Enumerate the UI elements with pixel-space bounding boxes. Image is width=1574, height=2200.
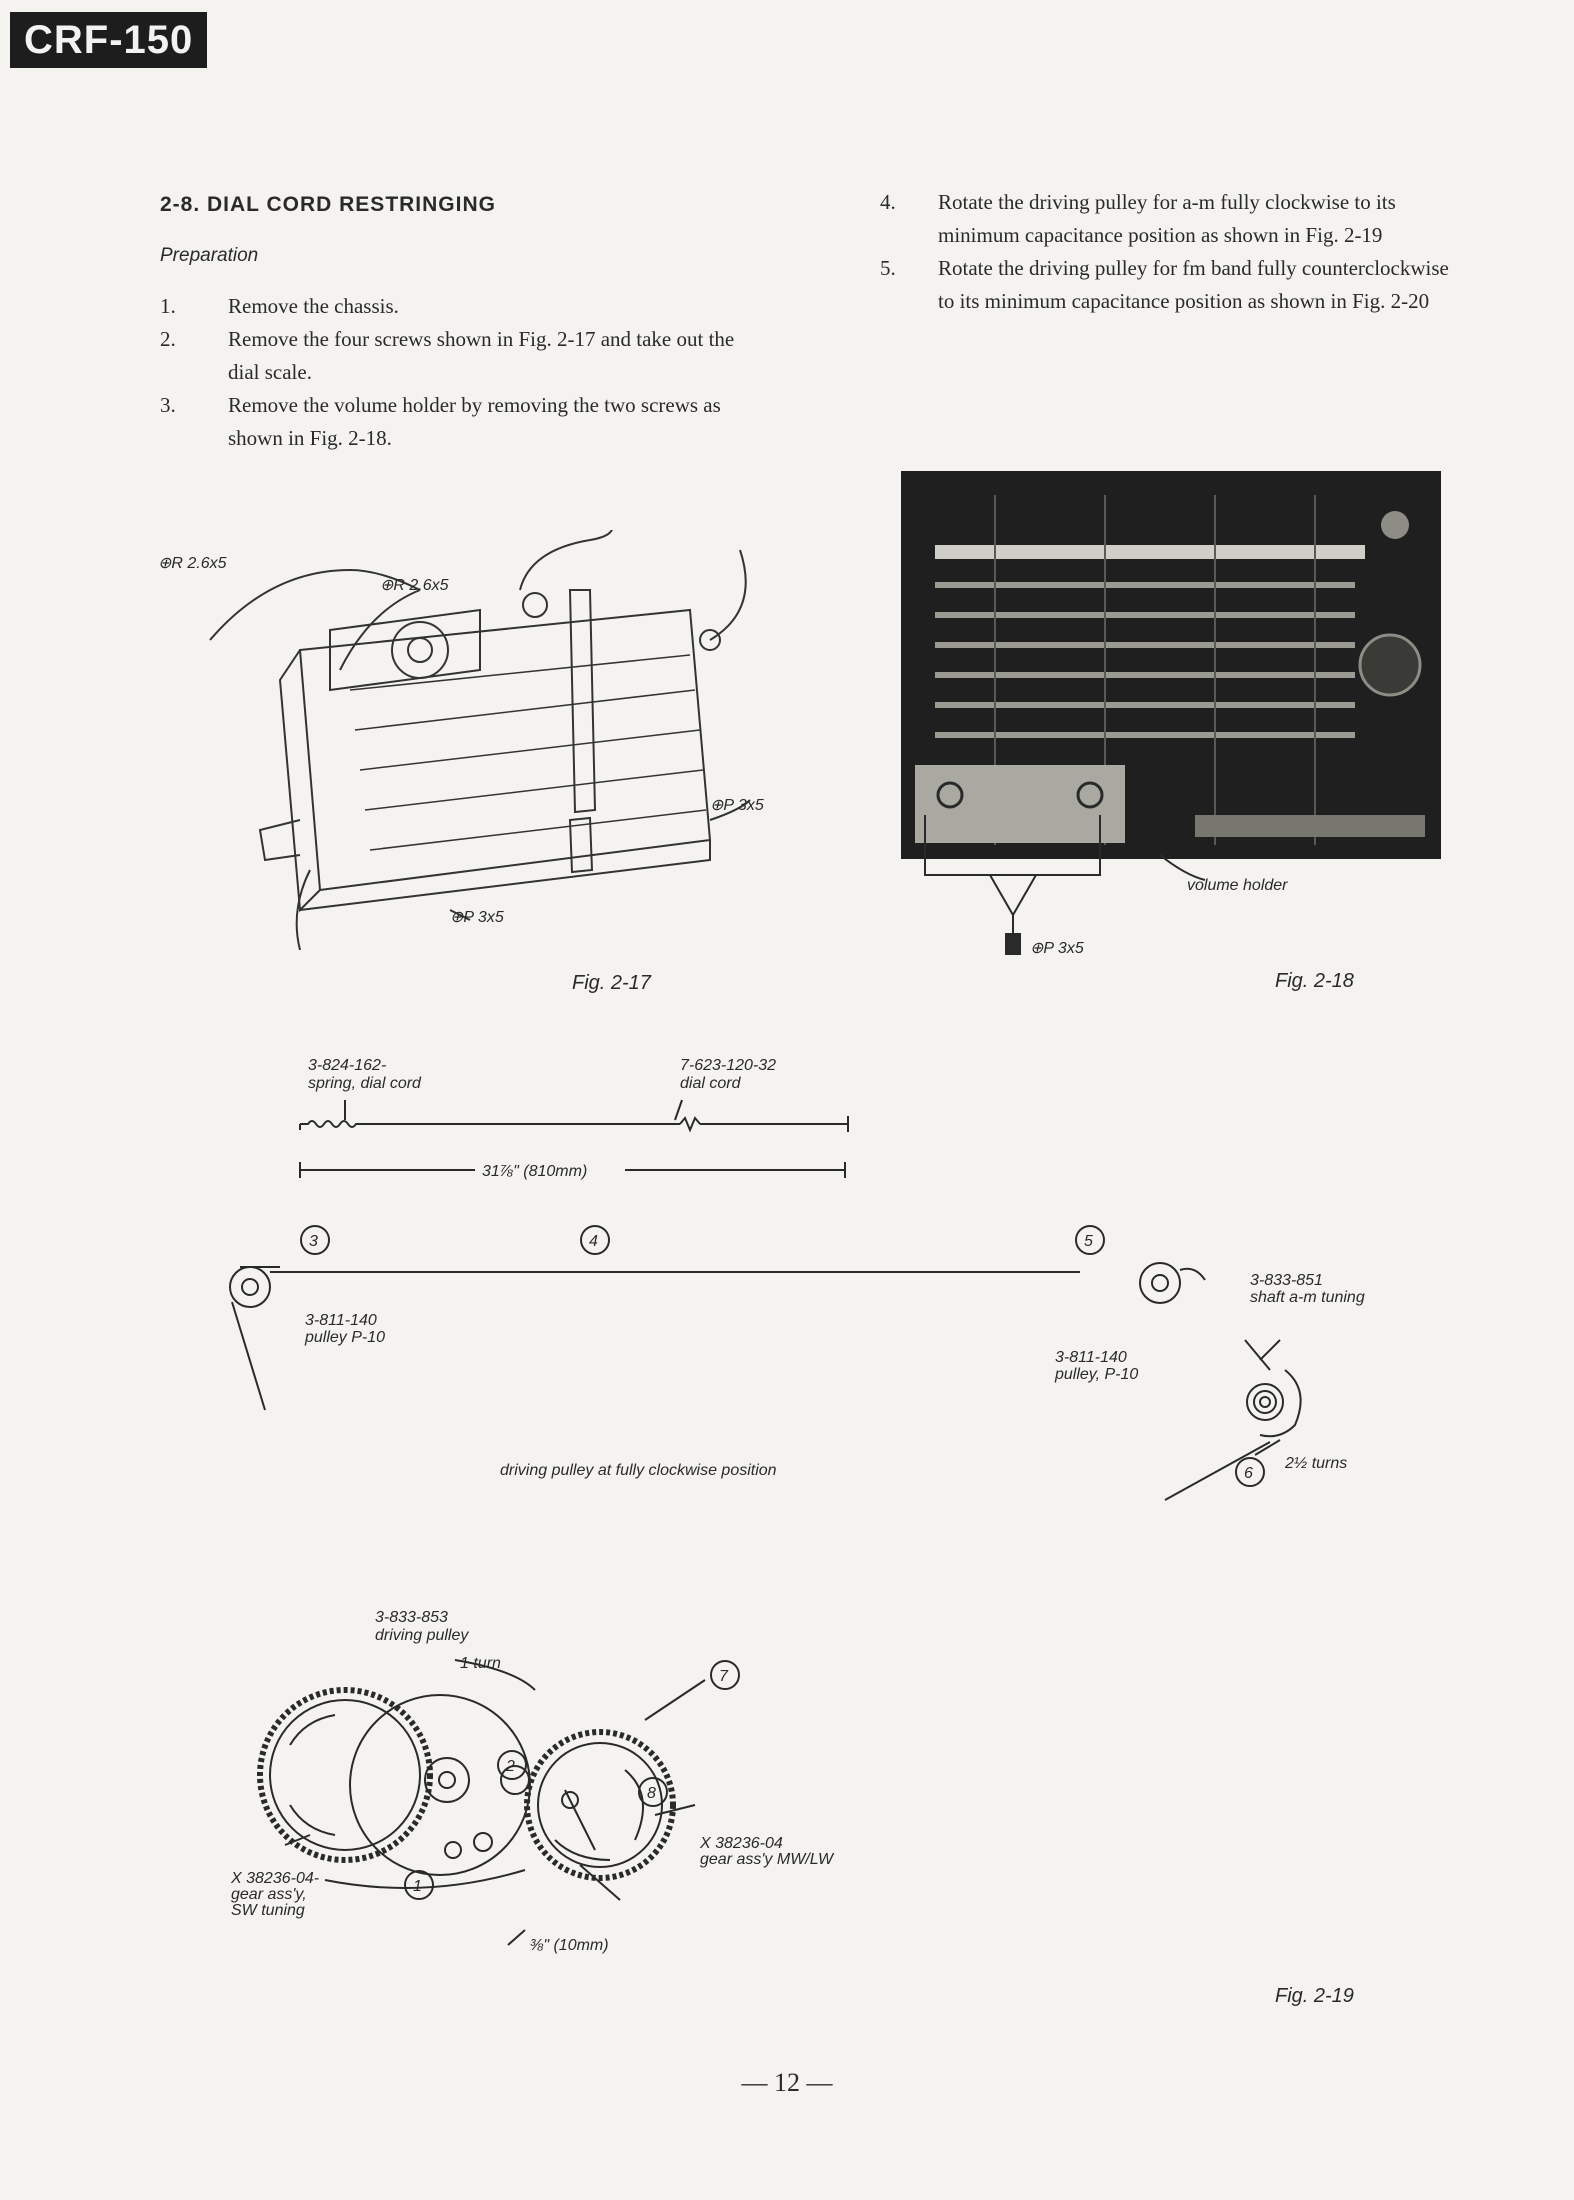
fig-2-18-board-photo [895, 465, 1450, 965]
step-number: 1. [160, 294, 176, 318]
steps-list-left [160, 290, 760, 455]
step-marker: 4 [589, 1233, 598, 1250]
step-text: Remove the chassis. [228, 294, 399, 318]
fig-2-17-caption: Fig. 2-17 [572, 972, 651, 994]
screw-label: ⊕R 2.6x5 [158, 555, 227, 572]
cord-length: 31⅞" (810mm) [482, 1163, 588, 1180]
fig-2-19-cord-diagram [220, 1040, 1460, 1520]
gear-sw-name-line1: gear ass'y, [231, 1886, 307, 1903]
fig-2-19-gear-diagram [225, 1600, 965, 1970]
gear-sw-part: X 38236-04- [231, 1870, 320, 1887]
step-marker: 8 [647, 1785, 656, 1802]
screw-label: ⊕P 3x5 [1030, 940, 1084, 957]
gear-mw-name: gear ass'y MW/LW [700, 1851, 834, 1868]
gear-sw-name-line2: SW tuning [231, 1902, 305, 1919]
driving-pulley-note: driving pulley at fully clockwise position [500, 1462, 777, 1479]
page-number: — 12 — [741, 2068, 833, 2097]
left-pulley-name: pulley P-10 [305, 1329, 386, 1346]
step-number: 3. [160, 393, 176, 417]
turns-label: 2½ turns [1285, 1455, 1348, 1472]
screw-label: ⊕P 3x5 [710, 797, 764, 814]
fig-2-19-caption: Fig. 2-19 [1275, 1985, 1354, 2007]
step-marker: 2 [506, 1758, 515, 1775]
spring-part-number: 3-824-162- [308, 1057, 387, 1074]
driving-pulley-part: 3-833-853 [375, 1609, 448, 1626]
cord-part-name: dial cord [680, 1075, 741, 1092]
step-marker: 7 [719, 1668, 728, 1685]
step-marker: 6 [1244, 1465, 1253, 1482]
driving-pulley-name: driving pulley [375, 1627, 469, 1644]
step-item [160, 323, 760, 389]
offset-label: ⅜" (10mm) [530, 1937, 609, 1954]
step-marker: 5 [1084, 1233, 1093, 1250]
step-marker: 3 [309, 1233, 318, 1250]
right-pulley-part: 3-811-140 [1055, 1349, 1127, 1366]
section-subtitle: Preparation [160, 245, 259, 266]
steps-list-right [880, 186, 1460, 318]
shaft-name: shaft a-m tuning [1250, 1289, 1365, 1306]
fig-2-17-chassis-drawing [150, 530, 830, 950]
screw-label: ⊕R 2.6x5 [380, 577, 449, 594]
step-text: Remove the volume holder by removing the two screws as shown in Fig. 2-18. [228, 393, 721, 450]
step-item [880, 252, 1460, 318]
right-pulley-name: pulley, P-10 [1055, 1366, 1139, 1383]
step-text: Rotate the driving pulley for fm band fully counterclockwise to its minimum capacitance position as shown in Fig. 2-20 [938, 256, 1449, 313]
section-title: 2-8. DIAL CORD RESTRINGING [160, 193, 496, 216]
step-item [160, 290, 760, 323]
step-number: 2. [160, 327, 176, 351]
step-number: 5. [880, 256, 896, 280]
left-pulley-part: 3-811-140 [305, 1312, 377, 1329]
gear-mw-part: X 38236-04 [700, 1835, 783, 1852]
fig-2-18-caption: Fig. 2-18 [1275, 970, 1354, 992]
step-item [880, 186, 1460, 252]
volume-holder-label: volume holder [1187, 877, 1288, 894]
right-text-column [880, 186, 1460, 318]
cord-part-number: 7-623-120-32 [680, 1057, 777, 1074]
step-text: Rotate the driving pulley for a-m fully clockwise to its minimum capacitance position as shown in Fig. 2-19 [938, 190, 1396, 247]
step-number: 4. [880, 190, 896, 214]
spring-part-name: spring, dial cord [308, 1075, 421, 1092]
one-turn-label: 1 turn [460, 1655, 501, 1672]
step-item [160, 389, 760, 455]
step-text: Remove the four screws shown in Fig. 2-17 and take out the dial scale. [228, 327, 735, 384]
model-badge: CRF-150 [10, 12, 207, 68]
screw-label: ⊕P 3x5 [450, 909, 504, 926]
step-marker: 1 [413, 1878, 422, 1895]
left-text-column [160, 188, 760, 455]
shaft-part: 3-833-851 [1250, 1272, 1323, 1289]
